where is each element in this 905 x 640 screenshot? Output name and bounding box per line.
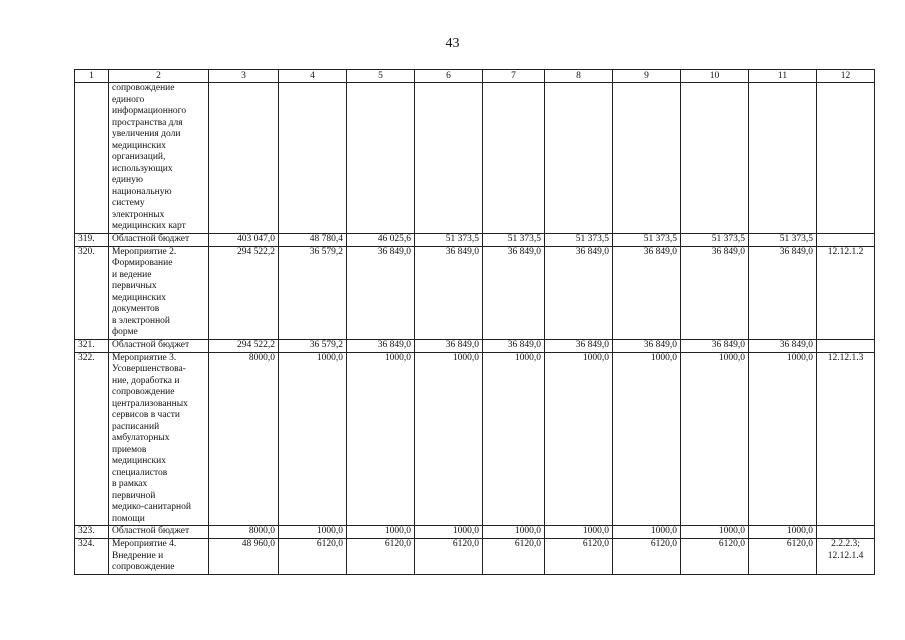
column-header: 3 bbox=[209, 70, 279, 83]
row-value: 51 373,5 bbox=[681, 233, 749, 246]
column-header: 1 bbox=[75, 70, 109, 83]
budget-table bbox=[74, 69, 875, 575]
row-value: 1000,0 bbox=[415, 352, 483, 526]
row-value: 1000,0 bbox=[681, 526, 749, 539]
row-value: 1000,0 bbox=[749, 352, 817, 526]
row-value: 36 849,0 bbox=[483, 339, 545, 352]
row-value: 36 849,0 bbox=[483, 246, 545, 339]
row-name: Областной бюджет bbox=[109, 339, 209, 352]
row-value: 1000,0 bbox=[681, 352, 749, 526]
row-name: Мероприятие 4. Внедрение и сопровождение bbox=[109, 539, 209, 575]
row-number: 320. bbox=[75, 246, 109, 339]
row-value: 403 047,0 bbox=[209, 233, 279, 246]
row-value: 48 960,0 bbox=[209, 539, 279, 575]
row-value bbox=[483, 83, 545, 234]
page-number: 43 bbox=[445, 36, 460, 51]
row-reference bbox=[817, 83, 875, 234]
row-value bbox=[415, 83, 483, 234]
row-value: 36 849,0 bbox=[613, 339, 681, 352]
row-value: 1000,0 bbox=[279, 526, 347, 539]
row-reference: 12.12.1.3 bbox=[817, 352, 875, 526]
row-value: 6120,0 bbox=[415, 539, 483, 575]
row-value: 6120,0 bbox=[483, 539, 545, 575]
row-value: 1000,0 bbox=[279, 352, 347, 526]
column-header: 2 bbox=[109, 70, 209, 83]
column-header: 11 bbox=[749, 70, 817, 83]
table-row bbox=[75, 233, 875, 246]
row-reference bbox=[817, 233, 875, 246]
column-header: 5 bbox=[347, 70, 415, 83]
row-value bbox=[749, 83, 817, 234]
row-number: 322. bbox=[75, 352, 109, 526]
row-value: 48 780,4 bbox=[279, 233, 347, 246]
row-value: 1000,0 bbox=[749, 526, 817, 539]
row-name: Мероприятие 2. Формирование и ведение первичных медицинских документов в электронной форме bbox=[109, 246, 209, 339]
row-value: 1000,0 bbox=[545, 526, 613, 539]
row-reference bbox=[817, 526, 875, 539]
row-value: 51 373,5 bbox=[749, 233, 817, 246]
table-row bbox=[75, 246, 875, 339]
row-value: 294 522,2 bbox=[209, 339, 279, 352]
table-row bbox=[75, 83, 875, 234]
row-reference: 12.12.1.2 bbox=[817, 246, 875, 339]
column-header: 9 bbox=[613, 70, 681, 83]
row-value: 1000,0 bbox=[613, 352, 681, 526]
row-name: Областной бюджет bbox=[109, 233, 209, 246]
header-row bbox=[75, 70, 875, 83]
row-value: 6120,0 bbox=[545, 539, 613, 575]
row-value: 6120,0 bbox=[347, 539, 415, 575]
row-value: 1000,0 bbox=[483, 352, 545, 526]
table-row bbox=[75, 539, 875, 575]
row-value: 36 849,0 bbox=[681, 339, 749, 352]
row-value: 36 579,2 bbox=[279, 339, 347, 352]
row-value: 36 849,0 bbox=[347, 246, 415, 339]
row-number: 321. bbox=[75, 339, 109, 352]
row-reference: 2.2.2.3; 12.12.1.4 bbox=[817, 539, 875, 575]
row-value: 1000,0 bbox=[347, 352, 415, 526]
row-value: 1000,0 bbox=[347, 526, 415, 539]
row-value bbox=[279, 83, 347, 234]
row-reference bbox=[817, 339, 875, 352]
row-value: 36 849,0 bbox=[613, 246, 681, 339]
row-value: 6120,0 bbox=[279, 539, 347, 575]
table-row bbox=[75, 339, 875, 352]
row-value: 6120,0 bbox=[613, 539, 681, 575]
row-value: 36 849,0 bbox=[749, 246, 817, 339]
row-value: 36 849,0 bbox=[545, 339, 613, 352]
column-header: 8 bbox=[545, 70, 613, 83]
table-row bbox=[75, 352, 875, 526]
row-value: 6120,0 bbox=[749, 539, 817, 575]
row-value: 51 373,5 bbox=[545, 233, 613, 246]
column-header: 12 bbox=[817, 70, 875, 83]
column-header: 7 bbox=[483, 70, 545, 83]
row-value: 1000,0 bbox=[545, 352, 613, 526]
column-header: 4 bbox=[279, 70, 347, 83]
row-value: 36 849,0 bbox=[545, 246, 613, 339]
row-number bbox=[75, 83, 109, 234]
row-value: 51 373,5 bbox=[483, 233, 545, 246]
row-value: 1000,0 bbox=[415, 526, 483, 539]
row-number: 319. bbox=[75, 233, 109, 246]
row-value: 294 522,2 bbox=[209, 246, 279, 339]
row-value bbox=[209, 83, 279, 234]
row-value: 36 849,0 bbox=[347, 339, 415, 352]
row-value: 36 849,0 bbox=[415, 339, 483, 352]
column-header: 6 bbox=[415, 70, 483, 83]
row-name: Мероприятие 3. Усовершенствова- ние, доработка и сопровождение централизованных сервисов в части расписаний амбулаторных приемов медицинских специалистов в рамках первичной медико-санитарной помощи bbox=[109, 352, 209, 526]
row-name: сопровождение единого информационного пространства для увеличения доли медицинских организаций, использующих единую национальную систему электронных медицинских карт bbox=[109, 83, 209, 234]
row-value: 8000,0 bbox=[209, 352, 279, 526]
row-number: 324. bbox=[75, 539, 109, 575]
row-value: 51 373,5 bbox=[415, 233, 483, 246]
row-value: 36 849,0 bbox=[415, 246, 483, 339]
row-value bbox=[681, 83, 749, 234]
row-value: 1000,0 bbox=[613, 526, 681, 539]
row-value: 36 849,0 bbox=[681, 246, 749, 339]
row-name: Областной бюджет bbox=[109, 526, 209, 539]
row-value: 51 373,5 bbox=[613, 233, 681, 246]
row-value: 6120,0 bbox=[681, 539, 749, 575]
row-value bbox=[545, 83, 613, 234]
row-value bbox=[613, 83, 681, 234]
row-number: 323. bbox=[75, 526, 109, 539]
row-value bbox=[347, 83, 415, 234]
row-value: 1000,0 bbox=[483, 526, 545, 539]
row-value: 46 025,6 bbox=[347, 233, 415, 246]
table-row bbox=[75, 526, 875, 539]
row-value: 8000,0 bbox=[209, 526, 279, 539]
row-value: 36 849,0 bbox=[749, 339, 817, 352]
column-header: 10 bbox=[681, 70, 749, 83]
row-value: 36 579,2 bbox=[279, 246, 347, 339]
